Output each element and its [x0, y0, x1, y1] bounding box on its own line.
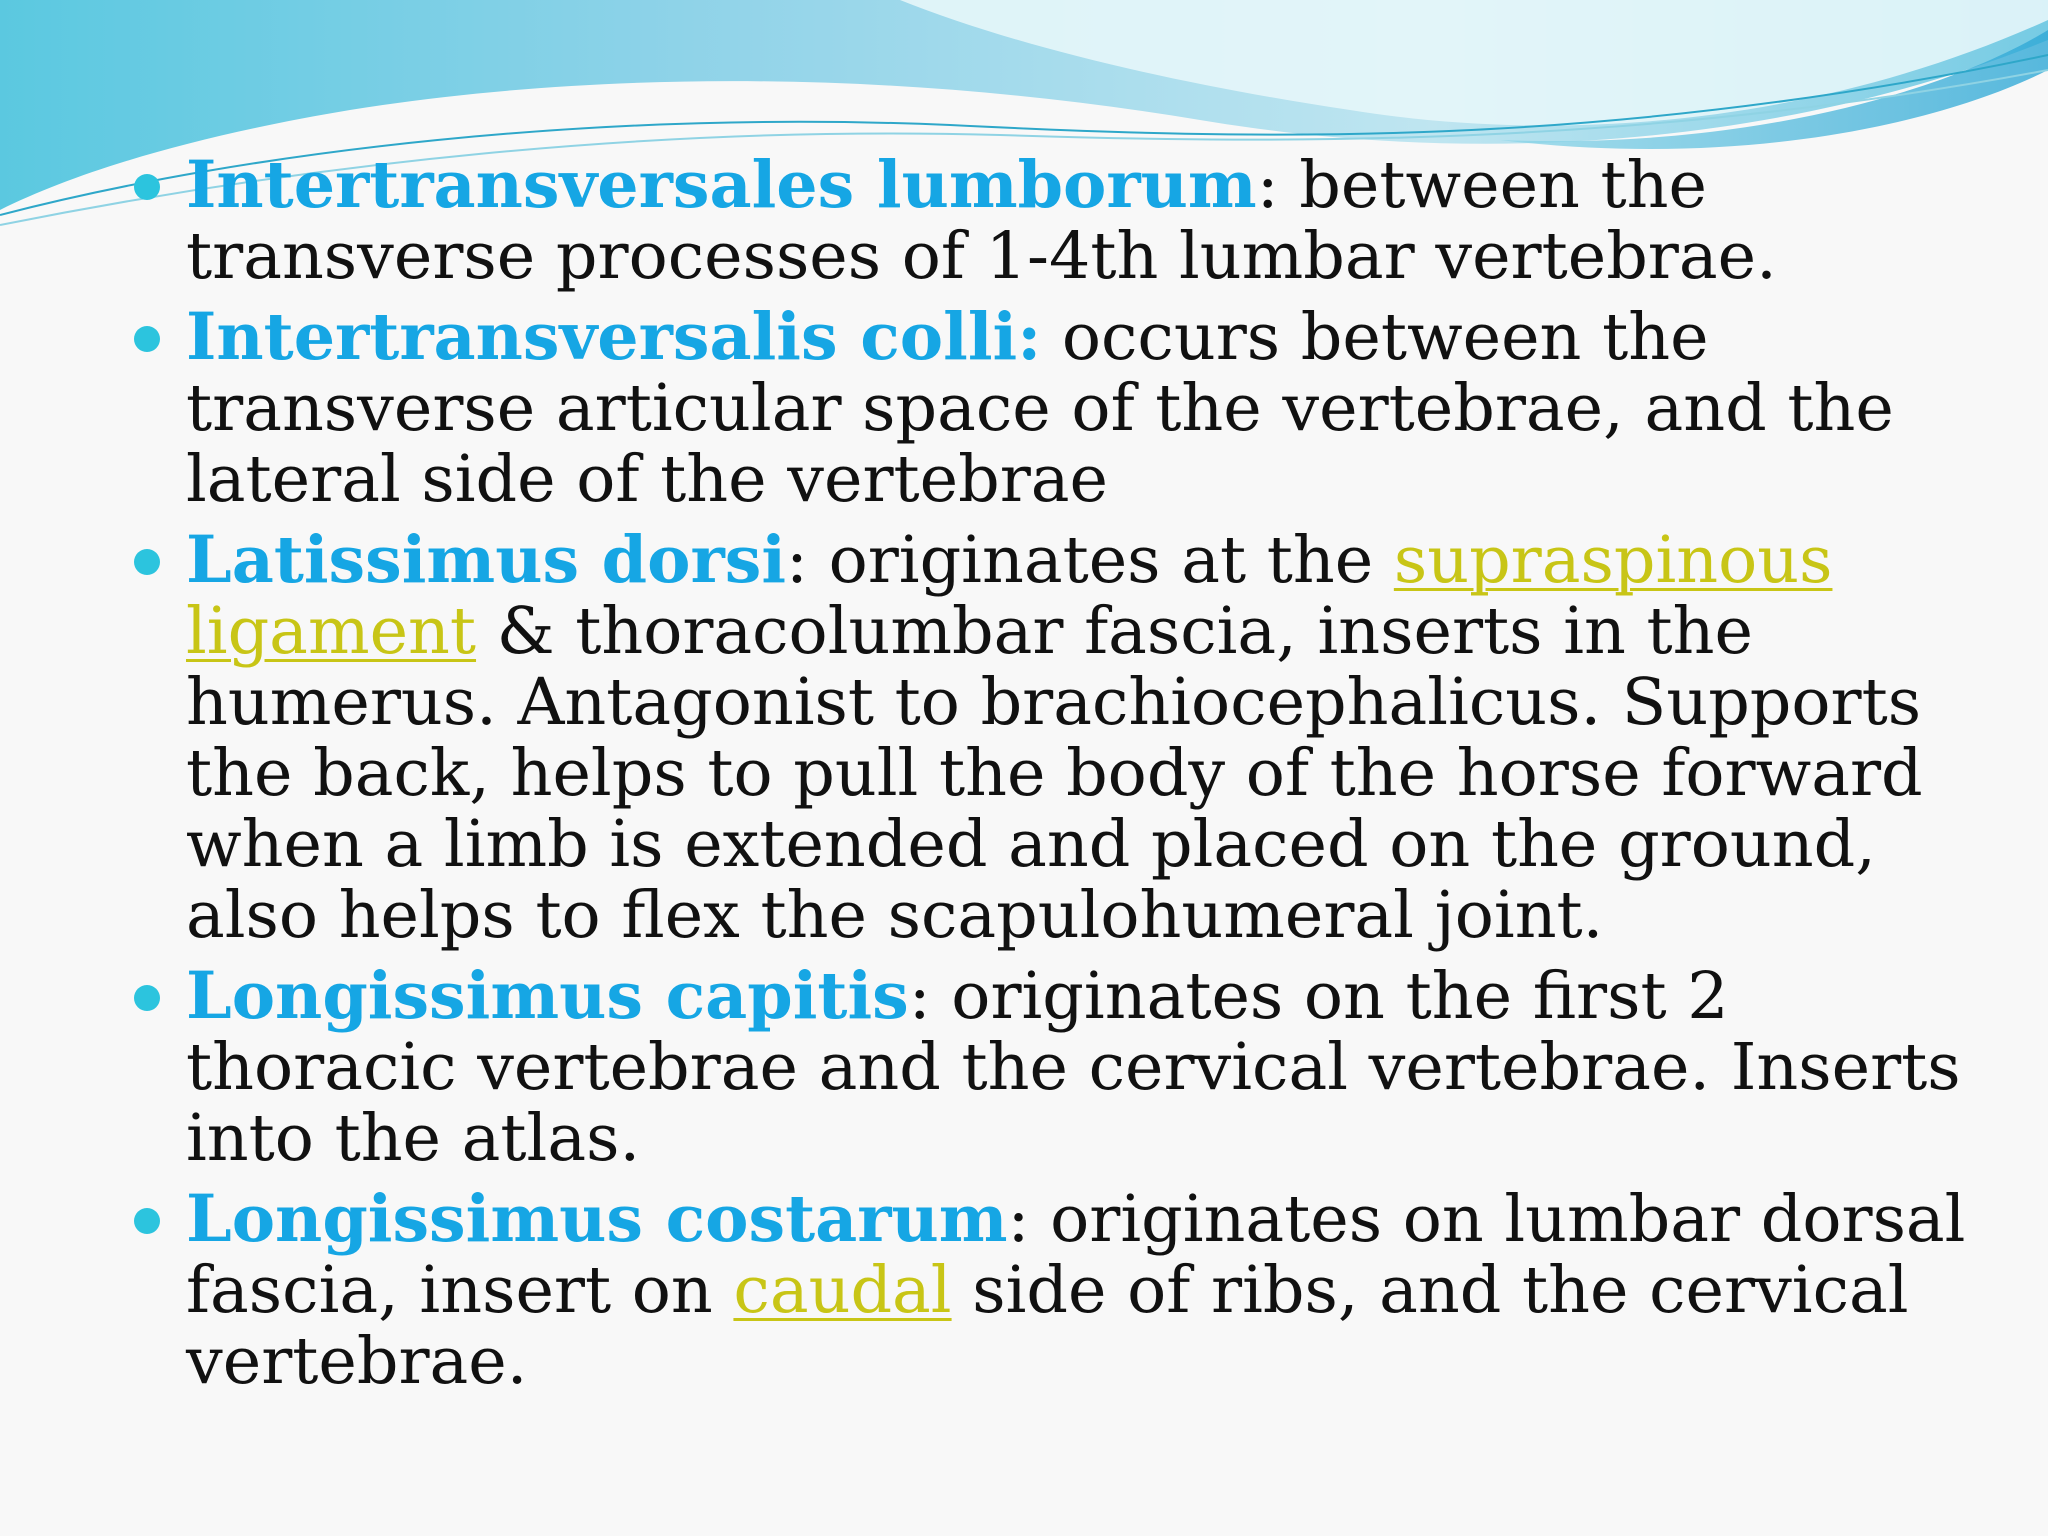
bullet-icon	[134, 985, 160, 1011]
list-item	[130, 958, 2010, 1176]
item-description: occurs between the transverse articular space of the vertebrae, and the lateral side of the vertebrae	[186, 300, 1894, 517]
bullet-icon	[134, 174, 160, 200]
item-description: : between the transverse processes of 1-4th lumbar vertebrae.	[186, 148, 1777, 294]
list-item	[130, 147, 2010, 294]
item-description: : originates on lumbar dorsal fascia, insert on	[186, 1182, 1966, 1328]
item-description: : originates on the first 2 thoracic vertebrae and the cervical vertebrae. Inserts into the atlas.	[186, 959, 1961, 1176]
term-longissimus-capitis: Longissimus capitis	[186, 958, 909, 1034]
link-supraspinous-ligament[interactable]: supraspinous ligament	[186, 523, 1833, 669]
item-description: : originates at the	[786, 523, 1394, 598]
list-item	[130, 299, 2010, 517]
term-intertransversalis-colli: Intertransversalis colli:	[186, 299, 1042, 375]
term-intertransversales-lumborum: Intertransversales lumborum	[186, 147, 1257, 223]
bullet-icon	[134, 549, 160, 575]
term-longissimus-costarum: Longissimus costarum	[186, 1181, 1008, 1257]
bullet-list	[130, 147, 2010, 1399]
list-item	[130, 522, 2010, 953]
bullet-icon	[134, 326, 160, 352]
bullet-icon	[134, 1208, 160, 1234]
link-caudal[interactable]: caudal	[733, 1253, 952, 1328]
item-description: & thoracolumbar fascia, inserts in the humerus. Antagonist to brachiocephalicus. Supports the back, helps to pull the body of the horse forward when a limb is extended and placed on the ground, also helps to flex the scapulohumeral joint.	[186, 594, 1923, 953]
item-description: side of ribs, and the cervical vertebrae.	[186, 1253, 1909, 1399]
term-latissimus-dorsi: Latissimus dorsi	[186, 522, 787, 598]
list-item	[130, 1181, 2010, 1399]
slide-content	[130, 147, 2010, 1407]
